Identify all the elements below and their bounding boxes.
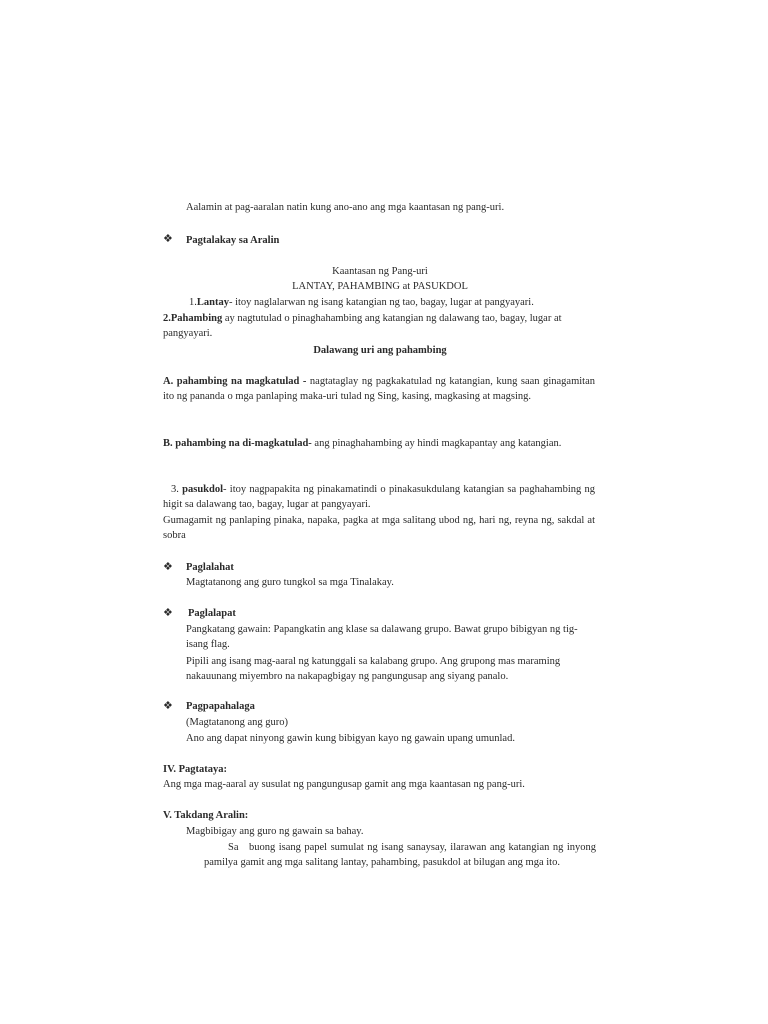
takdang-text-2: [204, 840, 596, 870]
takdang-text-2-lead: Sa: [228, 842, 239, 853]
intro-text: Aalamin at pag-aaralan natin kung ano-ano ang mga kaantasan ng pang-uri.: [186, 202, 505, 213]
pagpapahalaga-text-2: Ano ang dapat ninyong gawin kung bibigyan kayo ng gawain upang umunlad.: [186, 733, 515, 744]
item-pasukdol-number: 3.: [171, 484, 179, 495]
item-b-term: B. pahambing na di-magkatulad-: [163, 438, 312, 449]
item-pahambing-magkatulad: [163, 374, 595, 404]
section-label-paglalapat: Paglalapat: [188, 608, 236, 619]
pagpapahalaga-text-1: (Magtatanong ang guro): [186, 717, 289, 728]
item-b-definition: ang pinaghahambing ay hindi magkapantay ang katangian.: [311, 438, 562, 449]
bullet-icon: ❖: [163, 700, 173, 712]
bullet-icon: ❖: [163, 561, 173, 573]
bullet-icon: ❖: [163, 607, 173, 619]
subtitle-lantay-pahambing-pasukdol: LANTAY, PAHAMBING at PASUKDOL: [292, 281, 468, 292]
section-label-pagtalakay: Pagtalakay sa Aralin: [186, 235, 280, 246]
item-pahambing-term: 2.Pahambing: [163, 313, 223, 324]
item-pasukdol-term: pasukdol: [182, 484, 224, 495]
item-pasukdol: [163, 482, 595, 512]
item-a-definition: nagtataglay ng pagkakatulad ng katangian, kung saan ginagamitan ito ng pananda o mga panlaping maka-uri tulad ng Sing, kasing, magkasing at magsing.: [163, 376, 595, 402]
item-pasukdol-definition: - itoy nagpapakita ng pinakamatindi o pinakasukdulang katangian sa paghahambing ng higit sa dalawang tao, bagay, lugar at pangyayari.: [163, 484, 596, 510]
item-lantay-definition: - itoy naglalarwan ng isang katangian ng tao, bagay, lugar at pangyayari.: [228, 297, 534, 308]
paglalapat-text-1: Pangkatang gawain: Papangkatin ang klase sa dalawang grupo. Bawat grupo bibigyan ng tig-isang flag.: [186, 624, 578, 650]
pagtataya-text: Ang mga mag-aaral ay susulat ng pangungusap gamit ang mga kaantasan ng pang-uri.: [163, 779, 525, 790]
paglalahat-text: Magtatanong ang guro tungkol sa mga Tinalakay.: [186, 577, 394, 588]
item-pahambing-di-magkatulad: [163, 436, 595, 451]
section-label-pagpapahalaga: Pagpapahalaga: [186, 701, 255, 712]
item-pahambing-definition: ay nagtutulad o pinaghahambing ang katangian ng dalawang tao, bagay, lugar at pangyayari.: [163, 313, 562, 339]
section-label-takdang-aralin: V. Takdang Aralin:: [163, 810, 249, 821]
paglalapat-text-2: Pipili ang isang mag-aaral ng katunggali sa kalabang grupo. Ang grupong mas maraming nakauunang miyembro na nakapagbigay ng pangungusap ang siyang panalo.: [186, 656, 561, 682]
section-label-pagtataya: IV. Pagtataya:: [163, 764, 227, 775]
takdang-text-2-body: buong isang papel sumulat ng isang sanaysay, ilarawan ang katangian ng inyong pamilya gamit ang mga salitang lantay, pahambing, pasukdol at bilugan ang mga ito.: [204, 842, 597, 868]
item-pahambing: [163, 311, 593, 341]
item-pasukdol-extra: Gumagamit ng panlaping pinaka, napaka, pagka at mga salitang ubod ng, hari ng, reyna ng, sakdal at sobra: [163, 515, 595, 541]
item-lantay-number: 1.: [189, 297, 197, 308]
subtitle-kaantasan: Kaantasan ng Pang-uri: [332, 266, 428, 277]
item-a-term: A. pahambing na magkatulad -: [163, 376, 307, 387]
item-lantay-term: Lantay: [196, 297, 229, 308]
heading-dalawang-uri: Dalawang uri ang pahambing: [313, 345, 447, 356]
bullet-icon: ❖: [163, 233, 173, 245]
section-label-paglalahat: Paglalahat: [186, 562, 234, 573]
takdang-text-1: Magbibigay ang guro ng gawain sa bahay.: [186, 826, 364, 837]
item-lantay: [189, 295, 599, 310]
